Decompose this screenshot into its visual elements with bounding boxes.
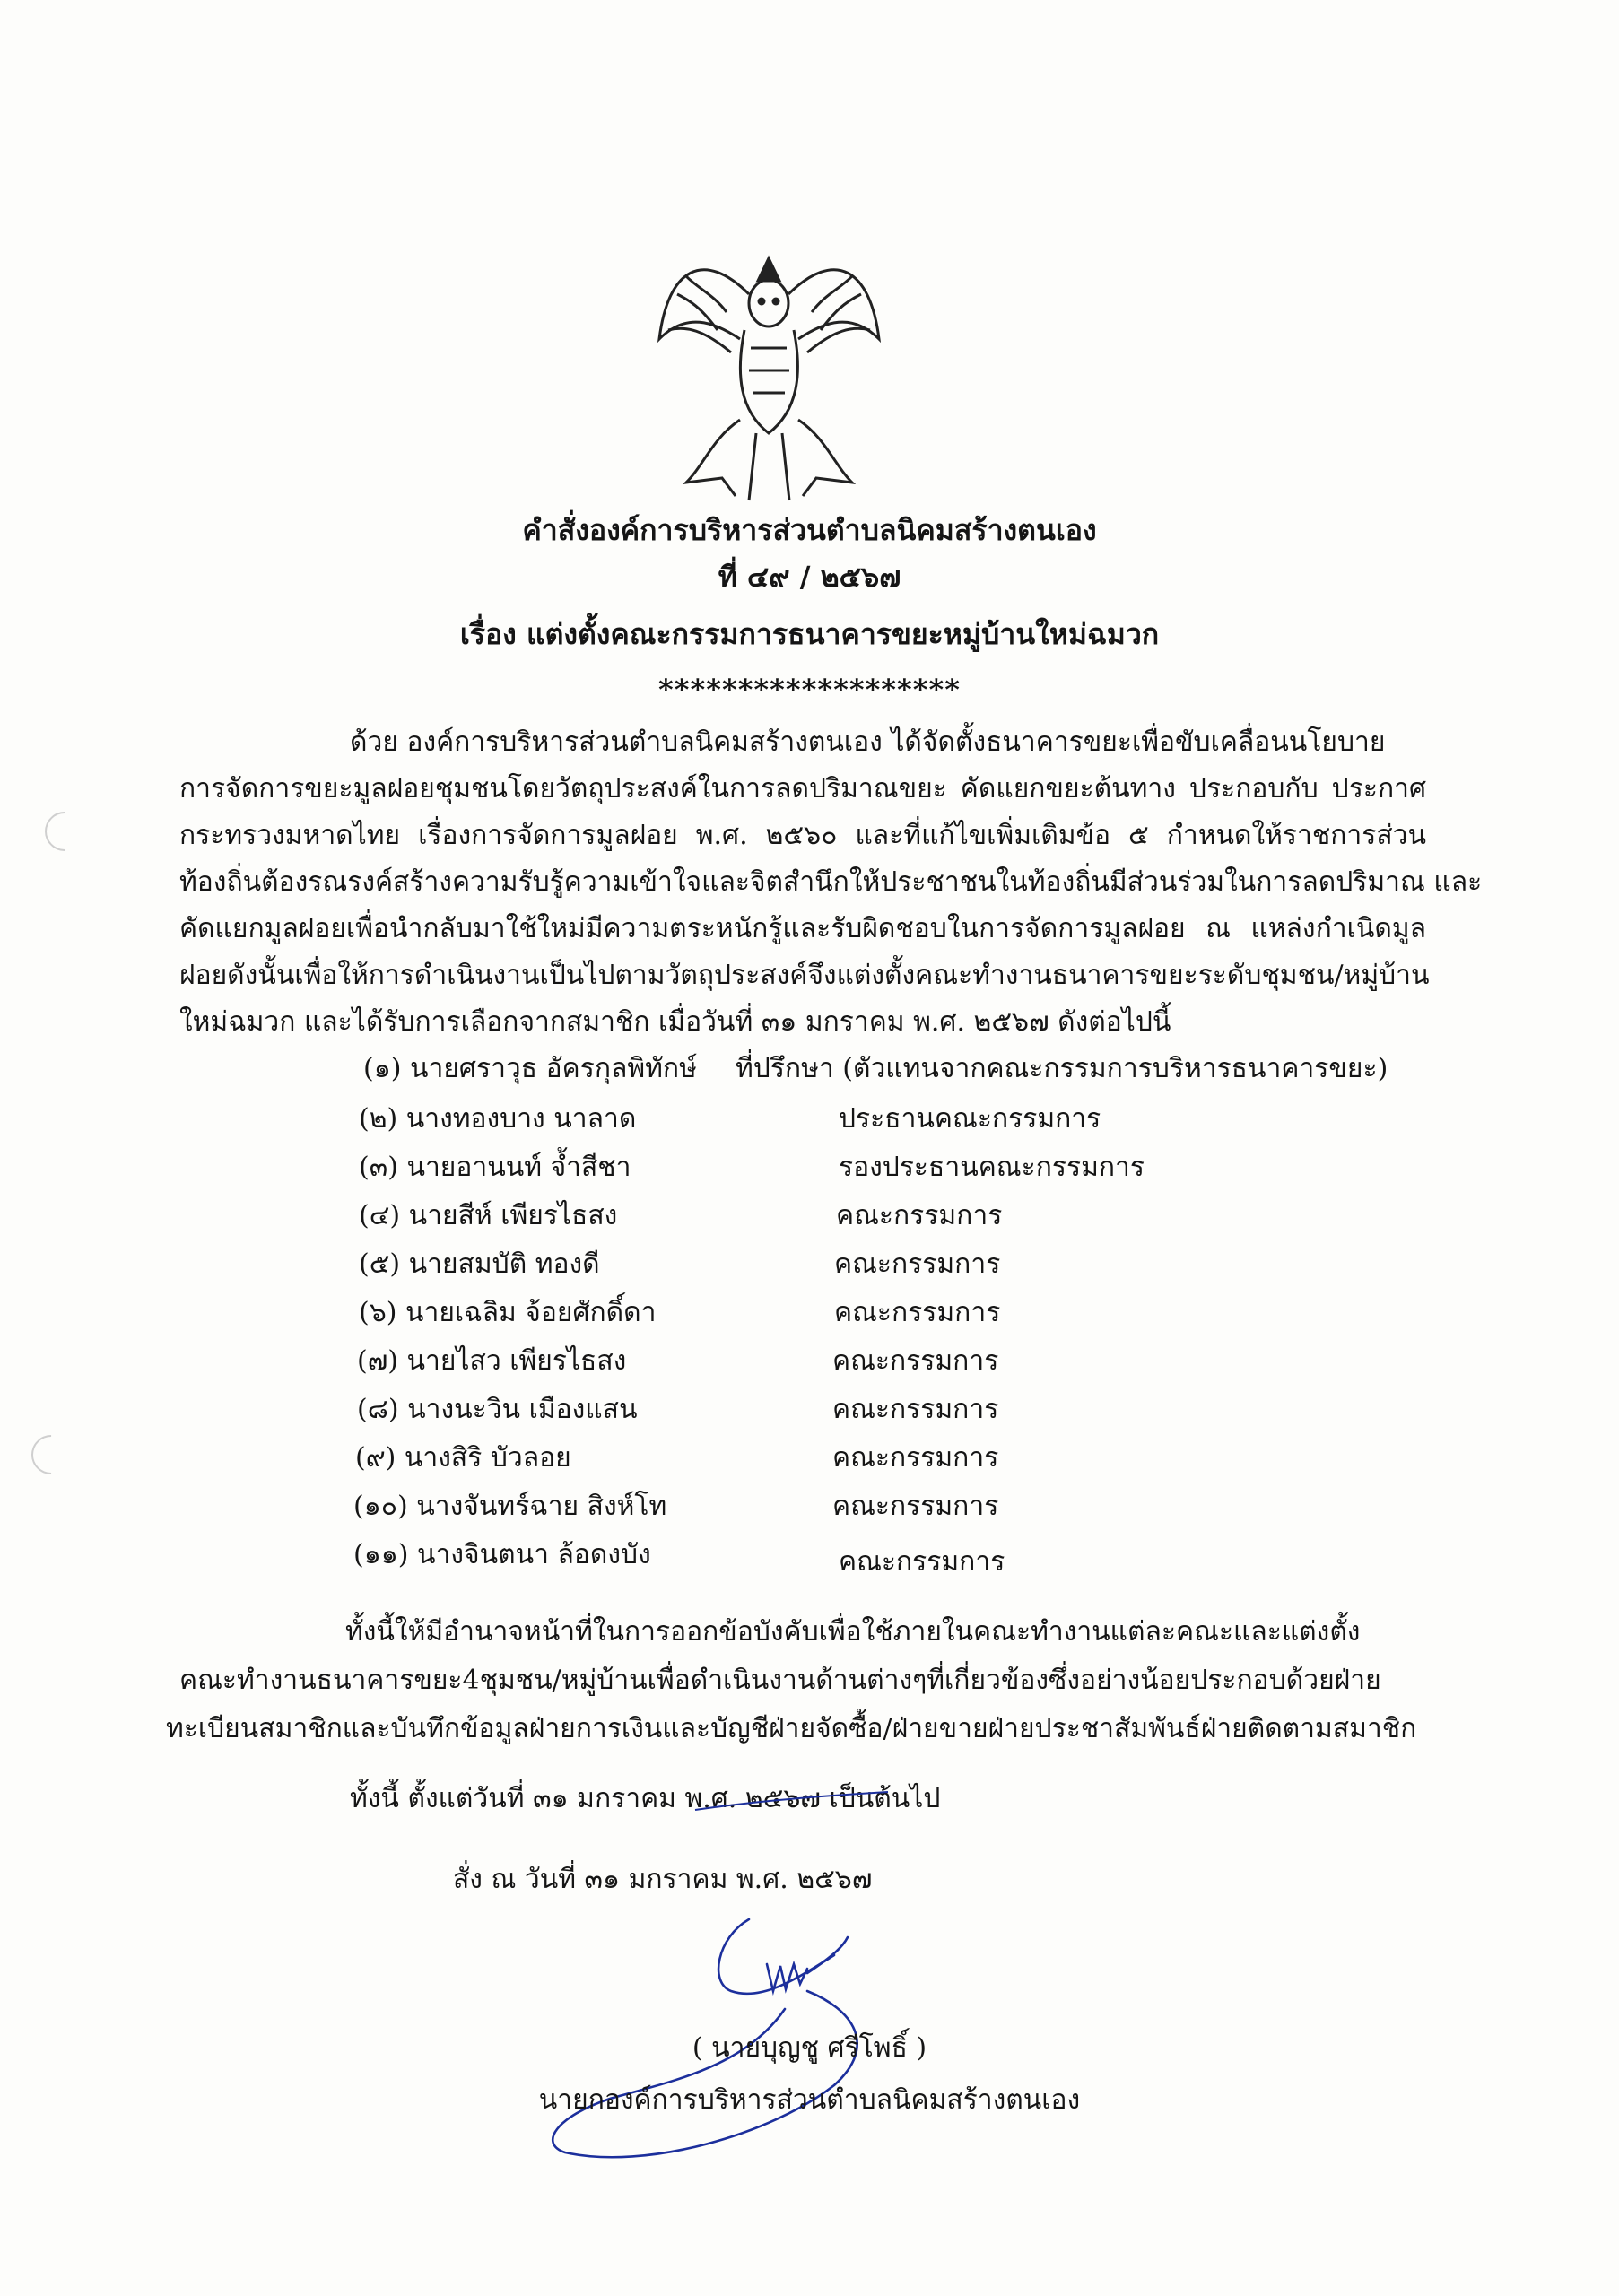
intro-line-7: ใหม่ฉมวก และได้รับการเลือกจากสมาชิก เมื่อวันที่ ๓๑ มกราคม พ.ศ. ๒๕๖๗ ดังต่อไปนี้: [179, 1006, 1171, 1038]
member-role: ประธานคณะกรรมการ: [839, 1103, 1101, 1135]
duties-line-2: คณะทำงานธนาคารขยะ4ชุมชน/หมู่บ้านเพื่อดำเนินงานด้านต่างๆที่เกี่ยวข้องซึ่งอย่างน้อยประกอบด้วยฝ่าย: [179, 1665, 1381, 1696]
punch-hole-mark: [23, 1427, 79, 1483]
order-title: คำสั่งองค์การบริหารส่วนตำบลนิคมสร้างตนเอง: [522, 513, 1097, 547]
separator-stars: *******************: [658, 673, 961, 707]
member-name: (๒) นางทองบาง นาลาด: [359, 1103, 637, 1135]
duties-line-1: ทั้งนี้ให้มีอำนาจหน้าที่ในการออกข้อบังคับเพื่อใช้ภายในคณะทำงานแต่ละคณะและแต่งตั้ง: [345, 1616, 1361, 1648]
signatory-name: ( นายบุญชู ศรีโพธิ์ ): [692, 2032, 927, 2064]
member-role: ที่ปรึกษา (ตัวแทนจากคณะกรรมการบริหารธนาคารขยะ): [736, 1053, 1388, 1084]
intro-line-1: ด้วย องค์การบริหารส่วนตำบลนิคมสร้างตนเอง ได้จัดตั้งธนาคารขยะเพื่อขับเคลื่อนนโยบาย: [350, 726, 1386, 758]
member-name: (๑๑) นางจินตนา ล้อดงบัง: [353, 1539, 651, 1570]
member-role: คณะกรรมการ: [839, 1546, 1005, 1578]
duties-line-3: ทะเบียนสมาชิกและบันทึกข้อมูลฝ่ายการเงินและบัญชีฝ่ายจัดซื้อ/ฝ่ายขายฝ่ายประชาสัมพันธ์ฝ่ายติดตามสมาชิก: [166, 1713, 1417, 1744]
order-date: สั่ง ณ วันที่ ๓๑ มกราคม พ.ศ. ๒๕๖๗: [453, 1864, 873, 1895]
intro-line-3: กระทรวงมหาดไทย เรื่องการจัดการมูลฝอย พ.ศ. ๒๕๖๐ และที่แก้ไขเพิ่มเติมข้อ ๕ กำหนดให้ราชการส่วน: [179, 820, 1426, 851]
member-role: รองประธานคณะกรรมการ: [839, 1152, 1145, 1183]
member-name: (๘) นางนะวิน เมืองแสน: [357, 1394, 638, 1425]
member-name: (๖) นายเฉลิม จ้อยศักดิ์ดา: [359, 1297, 657, 1328]
member-name: (๑) นายศราวุธ อัครกุลพิทักษ์: [363, 1053, 697, 1084]
intro-line-6: ฝอยดังนั้นเพื่อให้การดำเนินงานเป็นไปตามวัตถุประสงค์จึงแต่งตั้งคณะทำงานธนาคารขยะระดับชุมชน/หมู่บ้าน: [179, 960, 1430, 991]
member-name: (๗) นายไสว เพียรไธสง: [357, 1345, 627, 1377]
intro-line-2: การจัดการขยะมูลฝอยชุมชนโดยวัตถุประสงค์ในการลดปริมาณขยะ คัดแยกขยะต้นทาง ประกอบกับ ประกาศ: [179, 773, 1426, 804]
signatory-title: นายกองค์การบริหารส่วนตำบลนิคมสร้างตนเอง: [538, 2084, 1081, 2116]
member-role: คณะกรรมการ: [834, 1297, 1001, 1328]
member-role: คณะกรรมการ: [832, 1491, 999, 1522]
handwritten-strike-mark: [691, 1785, 897, 1821]
member-name: (๑๐) นางจันทร์ฉาย สิงห์โท: [353, 1491, 667, 1522]
member-role: คณะกรรมการ: [832, 1394, 999, 1425]
member-name: (๙) นางสิริ บัวลอย: [355, 1442, 571, 1474]
member-role: คณะกรรมการ: [836, 1200, 1003, 1231]
member-role: คณะกรรมการ: [834, 1248, 1001, 1280]
effective-date: ทั้งนี้ ตั้งแต่วันที่ ๓๑ มกราคม พ.ศ. ๒๕๖๗ เป็นต้นไป: [350, 1783, 941, 1814]
member-role: คณะกรรมการ: [832, 1345, 999, 1377]
intro-line-5: คัดแยกมูลฝอยเพื่อนำกลับมาใช้ใหม่มีความตระหนักรู้และรับผิดชอบในการจัดการมูลฝอย ณ แหล่งกำเนิดมูล: [179, 913, 1426, 944]
order-number: ที่ ๔๙ / ๒๕๖๗: [718, 560, 901, 594]
garuda-emblem-icon: [650, 240, 888, 509]
member-name: (๕) นายสมบัติ ทองดี: [359, 1248, 600, 1280]
order-subject: เรื่อง แต่งตั้งคณะกรรมการธนาคารขยะหมู่บ้านใหม่ฉมวก: [459, 617, 1160, 651]
member-name: (๓) นายอานนท์ จ้ำสีชา: [359, 1152, 631, 1183]
member-name: (๔) นายสีห์ เพียรไธสง: [359, 1200, 618, 1231]
punch-hole-mark: [37, 804, 92, 859]
intro-line-4: ท้องถิ่นต้องรณรงค์สร้างความรับรู้ความเข้าใจและจิตสำนึกให้ประชาชนในท้องถิ่นมีส่วนร่วมในการลดปริมาณ และ: [179, 866, 1483, 898]
member-role: คณะกรรมการ: [832, 1442, 999, 1474]
